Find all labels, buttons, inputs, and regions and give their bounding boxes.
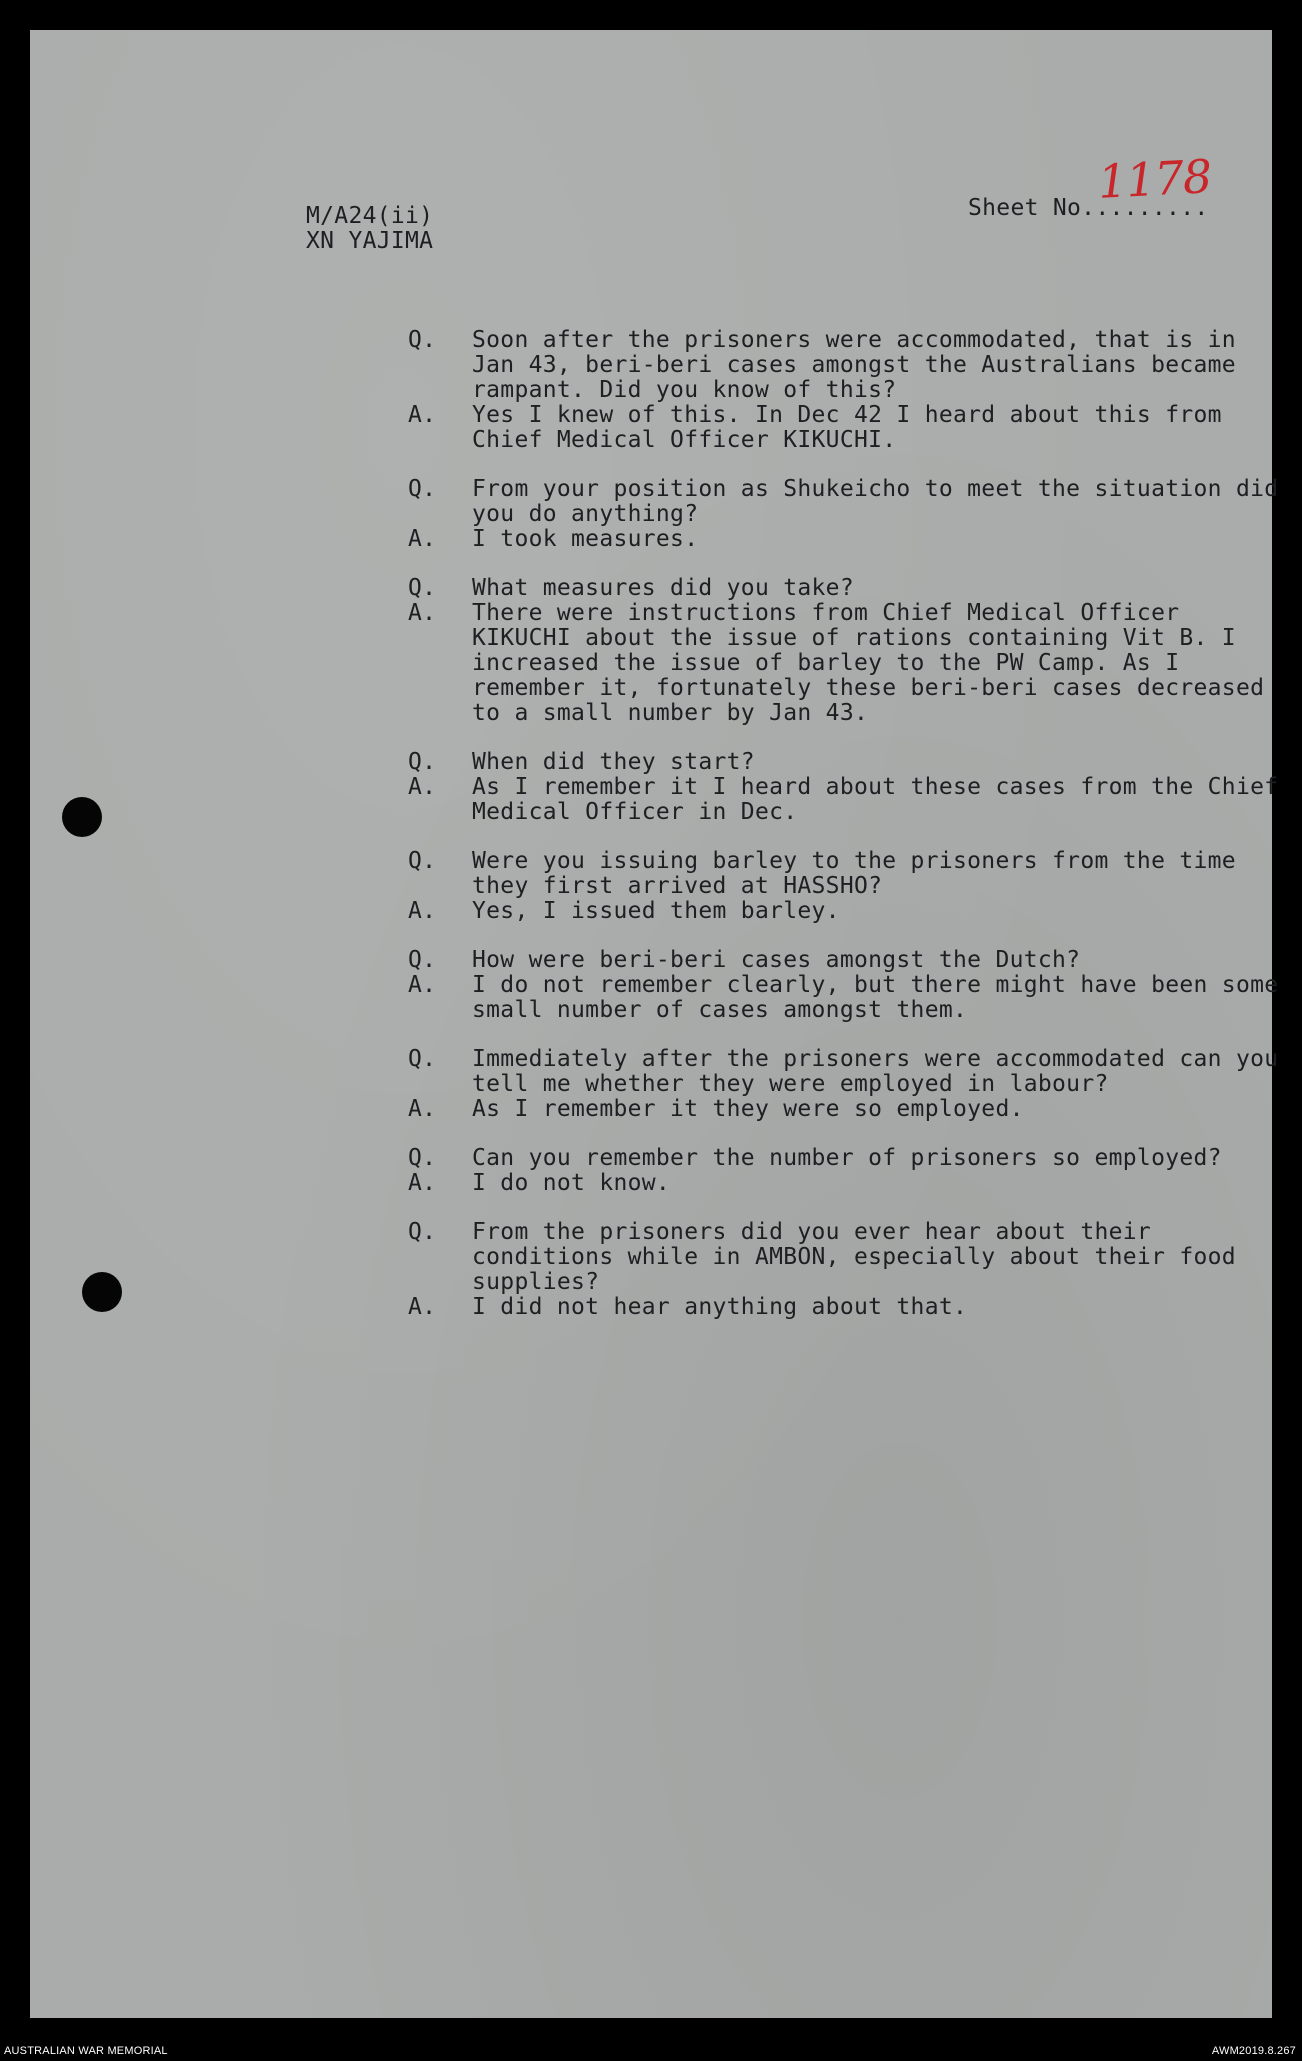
answer-marker: A. [408,1294,437,1320]
witness-reference: XN YAJIMA [306,228,434,254]
answer-text: As I remember it they were so employed. [472,1096,1024,1122]
question-text: From your position as Shukeicho to meet the situation did you do anything? [472,476,1279,527]
question-marker: Q. [408,848,437,874]
question-marker: Q. [408,749,437,775]
question-text: Can you remember the number of prisoners so employed? [472,1145,1222,1171]
question-text: Were you issuing barley to the prisoners from the time they first arrived at HASSHO? [472,848,1236,899]
question-marker: Q. [408,1046,437,1072]
archive-catalogue-number: AWM2019.8.267 [1211,2045,1296,2057]
question-marker: Q. [408,476,437,502]
question-marker: Q. [408,1219,437,1245]
qa-block [408,328,1288,453]
answer-text: There were instructions from Chief Medical Officer KIKUCHI about the issue of rations containing Vit B. I increased the issue of barley to the PW Camp. As I remember it, fortunately these beri-beri cases decreased to a small number by Jan 43. [472,600,1265,726]
reference-block [306,204,433,254]
punch-hole-lower [82,1272,122,1312]
answer-marker: A. [408,600,437,626]
qa-block [408,477,1288,552]
answer-text: I did not hear anything about that. [472,1294,968,1320]
interrogation-transcript [408,328,1288,1344]
question-text: Immediately after the prisoners were accommodated can you tell me whether they were employed in labour? [472,1046,1279,1097]
question-text: When did they start? [472,749,755,775]
answer-marker: A. [408,774,437,800]
question-marker: Q. [408,1145,437,1171]
sheet-number-handwritten: 1178 [1096,149,1213,209]
answer-text: Yes I knew of this. In Dec 42 I heard about this from Chief Medical Officer KIKUCHI. [472,402,1222,453]
answer-text: I took measures. [472,526,699,552]
answer-text: I do not know. [472,1170,671,1196]
question-text: From the prisoners did you ever hear about their conditions while in AMBON, especially about their food supplies? [472,1219,1236,1295]
answer-marker: A. [408,1096,437,1122]
question-marker: Q. [408,947,437,973]
question-marker: Q. [408,327,437,353]
qa-block [408,1220,1288,1320]
question-text: What measures did you take? [472,575,854,601]
answer-text: I do not remember clearly, but there might have been some small number of cases amongst them. [472,972,1279,1023]
qa-block [408,576,1288,726]
answer-text: Yes, I issued them barley. [472,898,840,924]
qa-block [408,1146,1288,1196]
question-text: Soon after the prisoners were accommodated, that is in Jan 43, beri-beri cases amongst the Australians became rampant. Did you know of this? [472,327,1236,403]
qa-block [408,948,1288,1023]
answer-marker: A. [408,1170,437,1196]
archive-credit: AUSTRALIAN WAR MEMORIAL [4,2045,168,2057]
punch-hole-upper [62,797,102,837]
question-text: How were beri-beri cases amongst the Dutch? [472,947,1081,973]
answer-marker: A. [408,972,437,998]
answer-marker: A. [408,526,437,552]
answer-text: As I remember it I heard about these cases from the Chief Medical Officer in Dec. [472,774,1279,825]
sheet-label: Sheet No......... [968,195,1209,221]
qa-block [408,1047,1288,1122]
file-reference: M/A24(ii) [306,203,434,229]
answer-marker: A. [408,402,437,428]
question-marker: Q. [408,575,437,601]
qa-block [408,750,1288,825]
answer-marker: A. [408,898,437,924]
document-page [30,30,1279,2018]
qa-block [408,849,1288,924]
